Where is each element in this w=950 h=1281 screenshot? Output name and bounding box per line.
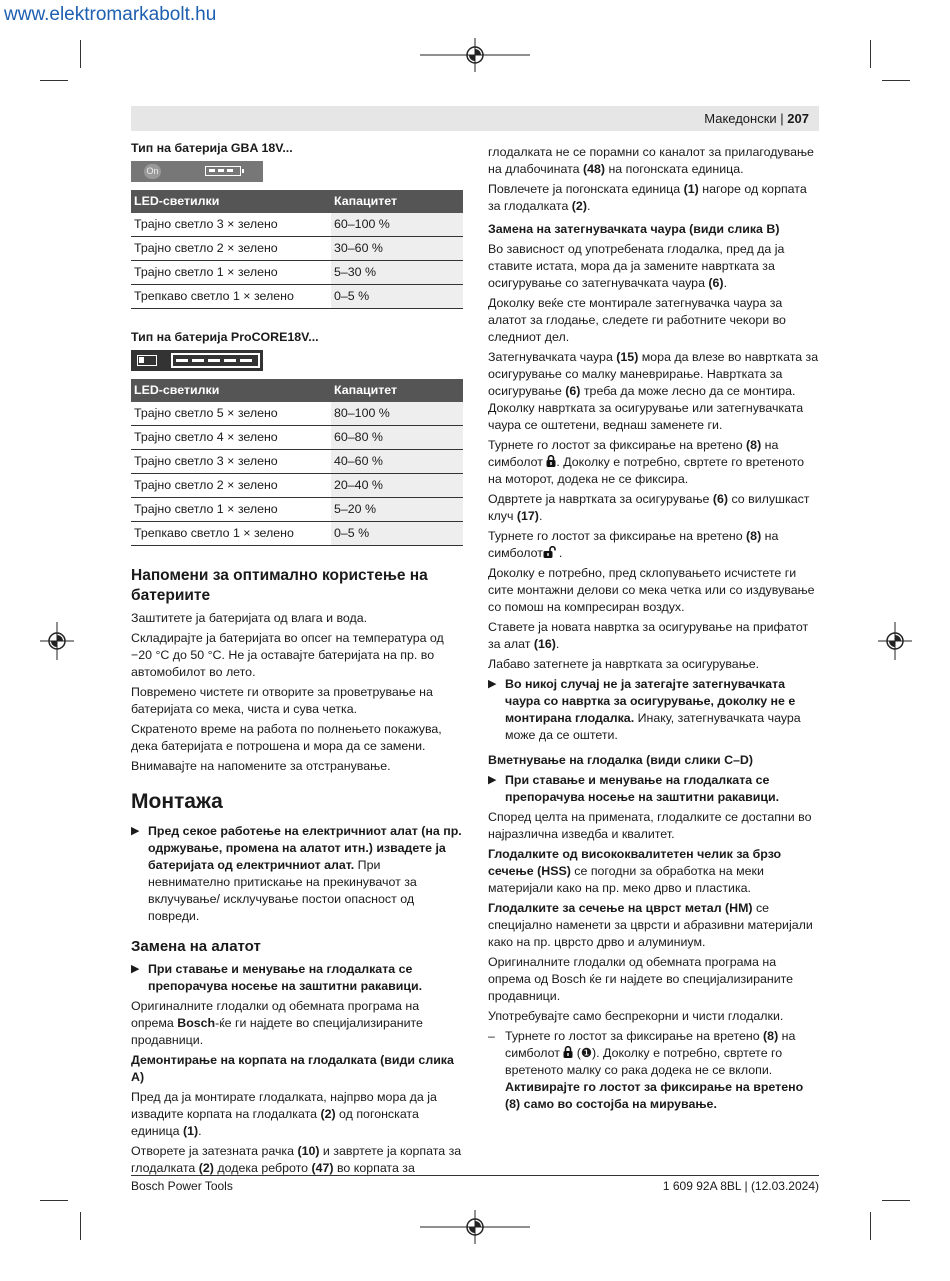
table-row: [131, 261, 463, 285]
footer-divider: [131, 1175, 819, 1176]
paragraph: Внимавајте на напомените за отстранување.: [131, 759, 391, 773]
paragraph: Заштитете ја батеријата од влага и вода.: [131, 611, 368, 625]
table-header: Капацитет: [331, 379, 463, 402]
table-header: Капацитет: [331, 190, 463, 213]
paragraph: Одвртете ја навртката за осигурување (6) со вилушкаст клуч (17).: [488, 492, 810, 523]
crop-mark: [40, 80, 68, 81]
paragraph: Употребувајте само беспрекорни и чисти глодалки.: [488, 1009, 784, 1023]
paragraph: Повлечете ја погонската единица (1) нагоре од корпата за глодалката (2).: [488, 182, 807, 213]
table-cell: Трепкаво светло 1 × зелено: [131, 522, 331, 546]
safety-bullet: ▶ При ставање и менување на глодалката се препорачува носење на заштитни ракавици.: [131, 962, 423, 993]
table-cell: Трајно светло 3 × зелено: [131, 213, 331, 237]
crop-mark: [870, 40, 871, 68]
paragraph: Скратеното време на работа по полнењето покажува, дека батеријата е потрошена и мора да се замени.: [131, 722, 442, 753]
paragraph: Глодалките од висококвалитетен челик за брзо сечење (HSS) се погодни за обработка на меки материјали како на пр. меко дрво и пластика.: [488, 847, 782, 895]
notes-heading: Напомени за оптимално користење на батериите: [131, 567, 428, 604]
step-number-icon: ❶: [580, 1046, 593, 1060]
paragraph: Според целта на примената, глодалките се достапни во најразлична изведба и квалитет.: [488, 810, 812, 841]
bullet-arrow-icon: ▶: [131, 825, 140, 837]
paragraph: Повремено чистете ги отворите за проветрување на батеријата со мека, чиста и сува четка.: [131, 685, 433, 716]
crop-mark: [80, 1212, 81, 1240]
table-cell: Трајно светло 2 × зелено: [131, 474, 331, 498]
table-cell: 60–80 %: [331, 426, 463, 450]
table-cell: Трајно светло 3 × зелено: [131, 450, 331, 474]
table-row: [131, 402, 463, 426]
table-cell: Трајно светло 1 × зелено: [131, 261, 331, 285]
page-header: [131, 106, 819, 131]
paragraph: Глодалките за сечење на цврст метал (HM) се специјално наменети за цврсти и абразивни материјали како на пр. цврсто дрво и алуминиум.: [488, 901, 813, 949]
procore-battery-title: Тип на батерија ProCORE18V...: [131, 330, 319, 344]
table-cell: 5–20 %: [331, 498, 463, 522]
paragraph: Пред да ја монтирате глодалката, најпрво мора да ја извадите корпата на глодалката (2) од погонската единица (1).: [131, 1090, 437, 1138]
paragraph: Оригиналните глодалки од обемната програма на опрема од Bosch ќе ги најдете во специјализираните продавници.: [488, 955, 794, 1003]
registration-mark-icon: [420, 38, 530, 72]
table-row: [131, 237, 463, 261]
bullet-arrow-icon: ▶: [131, 963, 140, 975]
registration-mark-icon: [40, 622, 74, 660]
tool-change-heading: Замена на алатот: [131, 938, 261, 955]
paragraph: Оригиналните глодалки од обемната програма на опрема Bosch-ќе ги најдете во специјализираните продавници.: [131, 999, 423, 1047]
procore-led-table: [131, 379, 463, 546]
collet-heading: Замена на затегнувачката чаура (види слика B): [488, 222, 780, 236]
table-row: [131, 522, 463, 546]
paragraph: Затегнувачката чаура (15) мора да влезе во навртката за осигурување со малку маневрирање. Навртката за осигурување (6) треба да може лесно да се монтира. Доколку навртката за осигурување или затегнувачката чаура се оштетени, веднаш заменете ги.: [488, 350, 819, 432]
dismount-heading: Демонтирање на корпата на глодалката (види слика A): [131, 1053, 454, 1084]
header-language: Македонски: [704, 111, 777, 126]
paragraph: Турнете го лостот за фиксирање на вретено (8) на симболот .: [488, 529, 779, 560]
table-row: [131, 285, 463, 309]
paragraph: Турнете го лостот за фиксирање на вретено (8) на симболот . Доколку е потребно, свртете го вретеното на моторот, додека не се фиксира.: [488, 438, 805, 486]
table-header: LED-светилки: [131, 379, 331, 402]
footer-doc-id: 1 609 92A 8BL | (12.03.2024): [662, 1179, 819, 1193]
safety-bullet: ▶ Во никој случај не ја затегајте затегнувачката чаура со навртка за осигурување, доколку не е монтирана глодалка. Инаку, затегнувачката чаура може да се оштети.: [488, 677, 801, 742]
dash-item: – Турнете го лостот за фиксирање на вретено (8) на симболот (❶). Доколку е потребно, свртете го вретеното малку со рака додека не се вклопи. Активирајте го лостот за фиксирање на вретено (8) само во состојба на мирување.: [488, 1029, 804, 1111]
insert-heading: Вметнување на глодалка (види слики C–D): [488, 753, 753, 767]
table-row: [131, 213, 463, 237]
lock-open-icon: [543, 546, 559, 558]
gba-led-table: [131, 190, 463, 309]
table-cell: 0–5 %: [331, 285, 463, 309]
on-button-icon: On: [144, 164, 161, 179]
table-cell: 80–100 %: [331, 402, 463, 426]
table-cell: 0–5 %: [331, 522, 463, 546]
left-column: [131, 140, 463, 1180]
gba-battery-title: Тип на батерија GBA 18V...: [131, 141, 293, 155]
crop-mark: [40, 1200, 68, 1201]
page-number: 207: [787, 111, 809, 126]
crop-mark: [870, 1212, 871, 1240]
paragraph: Доколку веќе сте монтирале затегнувачка чаура за алатот за глодање, следете ги работните чекори во следниот дел.: [488, 296, 786, 344]
table-row: [131, 498, 463, 522]
battery-low-icon: [137, 355, 157, 366]
paragraph: глодалката не се порамни со каналот за прилагодување на длабочината (48) на погонската единица.: [488, 145, 814, 176]
table-cell: 60–100 %: [331, 213, 463, 237]
crop-mark: [882, 1200, 910, 1201]
procore-battery-indicator: [131, 350, 263, 371]
montage-heading: Монтажа: [131, 790, 223, 813]
gba-battery-indicator: [131, 161, 263, 182]
battery-icon: [205, 166, 241, 176]
led-bar-icon: [171, 353, 260, 368]
paragraph: Во зависност од употребената глодалка, пред да ја ставите истата, мора да ја замените навртката за осигурување со затегнувачката чаура (6).: [488, 242, 785, 290]
paragraph: Доколку е потребно, пред склопувањето исчистете ги сите монтажни делови со мека четка или со издувување со помош на компресиран воздух.: [488, 566, 815, 614]
site-url[interactable]: www.elektromarkabolt.hu: [4, 4, 217, 25]
table-row: [131, 426, 463, 450]
table-cell: Трепкаво светло 1 × зелено: [131, 285, 331, 309]
bullet-arrow-icon: ▶: [488, 774, 497, 786]
right-column: [488, 144, 820, 1116]
safety-bullet: ▶ Пред секое работење на електричниот алат (на пр. одржување, промена на алатот итн.) извадете ја батеријата од електричниот алат. При невнимателно притискање на прекинувачот за вклучување/ исклучување постои опасност од повреди.: [131, 824, 462, 923]
paragraph: Складирајте ја батеријата во опсег на температура од −20 °C до 50 °C. Не ја оставајте батеријата на пр. во автомобилот во лето.: [131, 631, 444, 679]
lock-closed-icon: [563, 1046, 573, 1058]
table-cell: 5–30 %: [331, 261, 463, 285]
table-cell: Трајно светло 2 × зелено: [131, 237, 331, 261]
table-row: [131, 474, 463, 498]
lock-closed-icon: [546, 455, 556, 467]
table-cell: Трајно светло 4 × зелено: [131, 426, 331, 450]
paragraph: Отворете ја затезната рачка (10) и завртете ја корпата за глодалката (2) додека реброто (47) во корпата за: [131, 1144, 462, 1175]
table-cell: Трајно светло 5 × зелено: [131, 402, 331, 426]
crop-mark: [80, 40, 81, 68]
registration-mark-icon: [878, 622, 912, 660]
table-cell: 20–40 %: [331, 474, 463, 498]
table-cell: Трајно светло 1 × зелено: [131, 498, 331, 522]
paragraph: Ставете ја новата навртка за осигурување на прифатот за алат (16).: [488, 620, 809, 651]
table-header: LED-светилки: [131, 190, 331, 213]
paragraph: Лабаво затегнете ја навртката за осигурување.: [488, 657, 760, 671]
safety-bullet: ▶ При ставање и менување на глодалката се препорачува носење на заштитни ракавици.: [488, 773, 780, 804]
table-row: [131, 450, 463, 474]
header-text: Македонски | 207: [704, 111, 809, 126]
table-cell: 30–60 %: [331, 237, 463, 261]
crop-mark: [882, 80, 910, 81]
bullet-arrow-icon: ▶: [488, 678, 497, 690]
table-cell: 40–60 %: [331, 450, 463, 474]
registration-mark-icon: [420, 1210, 530, 1244]
footer-brand: Bosch Power Tools: [131, 1179, 233, 1193]
